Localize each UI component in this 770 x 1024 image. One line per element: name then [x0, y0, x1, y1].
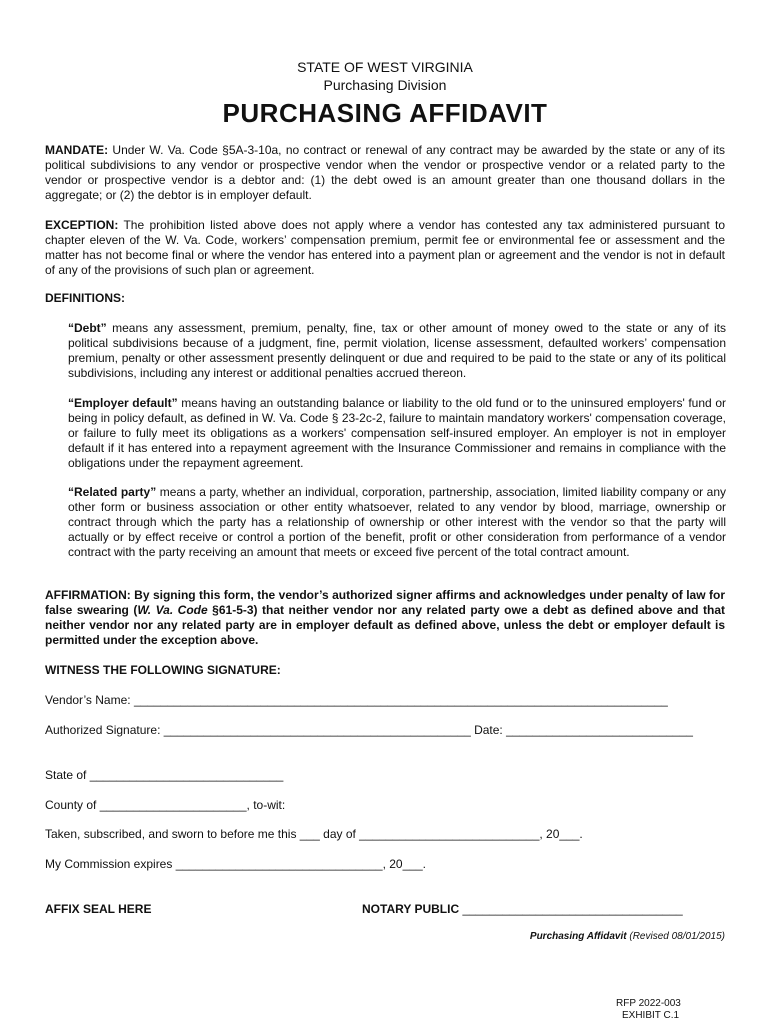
related-party-text: means a party, whether an individual, corporation, partnership, association, limited liability company or any other form or business association or other entity whatsoever, related to any vendor by blood, marriage, ownership or contract through which the party has a relationship of ownership or other interest with the vendor so that the party will actually or by effect receive or control a portion of the benefit, profit or other consideration from performance of a vendor contract with the party receiving an amount that meets or exceed five percent of the total contract amount. — [68, 485, 726, 559]
county-of-field[interactable]: County of ______________________, to-wit: — [45, 798, 286, 812]
related-party-definition — [68, 485, 726, 560]
debt-definition — [68, 321, 726, 381]
commission-expires-field[interactable]: My Commission expires _______________________________, 20___. — [45, 857, 426, 871]
exception-label: EXCEPTION: — [45, 218, 119, 232]
state-heading: STATE OF WEST VIRGINIA — [297, 59, 473, 75]
employer-default-text: means having an outstanding balance or liability to the old fund or to the uninsured employers' fund or being in policy default, as defined in W. Va. Code § 23-2c-2, failure to maintain mandatory workers' compensation coverage, or failure to fully meet its obligations as a workers' compensation self-insured employer. An employer is not in employer default if it has entered into a repayment agreement with the Insurance Commissioner and remains in compliance with the obligations under the repayment agreement. — [68, 396, 726, 470]
affirmation-text-2: §61-5-3) that neither vendor nor any related party owe a debt as defined above and that neither vendor nor any related party are in employer default as defined above, unless the debt or employer default is permitted under the exception above. — [45, 603, 725, 647]
notary-public-line: _________________________________ — [459, 902, 683, 916]
witness-heading: WITNESS THE FOLLOWING SIGNATURE: — [45, 663, 281, 677]
vendor-name-field[interactable]: Vendor’s Name: ________________________________________________________________________________ — [45, 693, 668, 707]
debt-term: “Debt” — [68, 321, 107, 335]
employer-default-term: “Employer default” — [68, 396, 178, 410]
affirmation-code: W. Va. Code — [137, 603, 208, 617]
debt-text: means any assessment, premium, penalty, fine, tax or other amount of money owed to the state or any of its political subdivisions because of a judgment, fine, permit violation, license assessment, defaulted workers’ compensation premium, penalty or other assessment presently delinquent or due and required to be paid to the state or any of its political subdivisions, including any interest or additional penalties accrued thereon. — [68, 321, 726, 380]
state-of-field[interactable]: State of _____________________________ — [45, 768, 284, 782]
mandate-text: Under W. Va. Code §5A-3-10a, no contract or renewal of any contract may be awarded by the state or any of its political subdivisions to any vendor or prospective vendor when the vendor or prospective vendor or a related party to the vendor or prospective vendor is a debtor and: (1) the debt owed is an amount greater than one thousand dollars in the aggregate; or (2) the debtor is in employer default. — [45, 143, 725, 202]
sworn-date-field[interactable]: Taken, subscribed, and sworn to before me this ___ day of ___________________________, 20___. — [45, 827, 583, 841]
exhibit-label: EXHIBIT C.1 — [622, 1010, 680, 1021]
form-revised: (Revised 08/01/2015) — [626, 931, 725, 942]
notary-public-label: NOTARY PUBLIC — [362, 902, 460, 916]
division-heading: Purchasing Division — [323, 77, 447, 93]
affirmation-paragraph — [45, 588, 725, 648]
exception-text: The prohibition listed above does not apply where a vendor has contested any tax administered pursuant to chapter eleven of the W. Va. Code, workers’ compensation premium, permit fee or environmental fee or assessment and the matter has not become final or where the vendor has entered into a payment plan or agreement and the vendor is not in default of any of the provisions of such plan or agreement. — [45, 218, 725, 277]
employer-default-definition — [68, 396, 726, 471]
mandate-label: MANDATE: — [45, 143, 109, 157]
form-revision-footer — [530, 931, 725, 942]
definitions-heading-text: DEFINITIONS: — [45, 291, 125, 305]
mandate-paragraph — [45, 143, 725, 203]
page-title: PURCHASING AFFIDAVIT — [222, 98, 548, 128]
form-name: Purchasing Affidavit — [529, 931, 627, 942]
definitions-heading — [45, 291, 725, 306]
affix-seal-label: AFFIX SEAL HERE — [45, 902, 152, 916]
affirmation-text-1: AFFIRMATION: By signing this form, the vendor’s authorized signer affirms and acknowledges under penalty of law for false swearing ( — [45, 588, 725, 617]
related-party-term: “Related party” — [68, 485, 157, 499]
notary-public-field[interactable] — [362, 902, 683, 917]
authorized-signature-field[interactable]: Authorized Signature: ______________________________________________ Date: ____________________________ — [45, 723, 693, 737]
exception-paragraph — [45, 218, 725, 278]
rfp-number: RFP 2022-003 — [616, 998, 681, 1009]
